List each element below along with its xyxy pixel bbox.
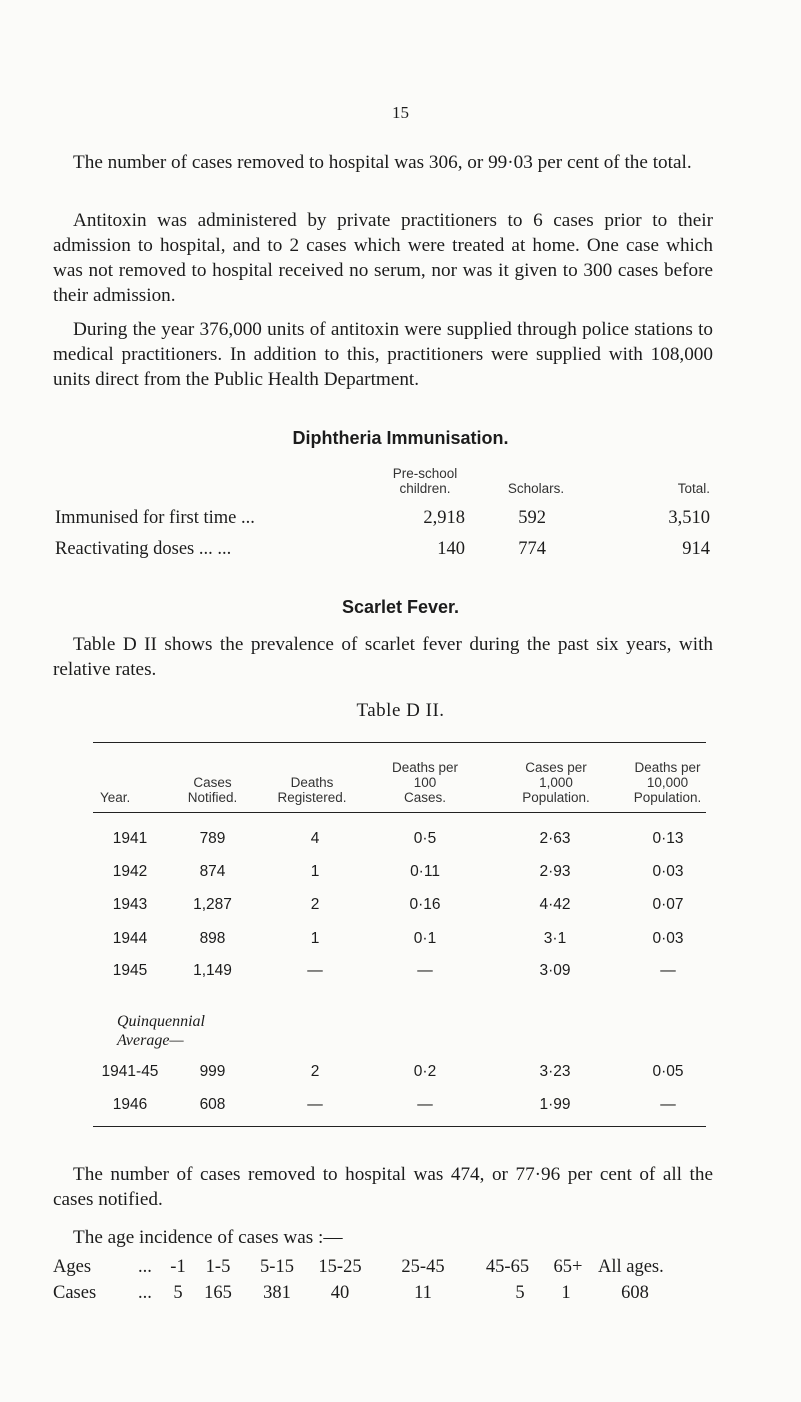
row-1941-dp100: 0·5	[413, 830, 437, 847]
ages-label: Ages	[53, 1257, 92, 1277]
reactivating-scholars-value: 774	[518, 539, 546, 559]
row-quin-dp100: 0·2	[413, 1063, 437, 1080]
paragraph-removed-1946: The number of cases removed to hospital was 474, or 77·96 per cent of all the cases notified.	[53, 1164, 713, 1210]
paragraph-hospital-removal: The number of cases removed to hospital was 306, or 99·03 per cent of the total.	[73, 152, 692, 173]
age-group-3: 5-15	[260, 1257, 294, 1277]
scarlet-fever-heading: Scarlet Fever.	[341, 597, 460, 617]
th-dp10000-line2: 10,000	[646, 775, 689, 790]
immunised-total-value: 3,510	[668, 508, 710, 528]
quinquennial-line2: Average—	[117, 1032, 184, 1049]
age-count-7: 1	[561, 1283, 571, 1303]
row-1943-cp1000: 4·42	[539, 896, 571, 913]
table-caption: Table D II.	[356, 700, 445, 721]
row-1942-cp1000: 2·93	[539, 863, 571, 880]
row-1941-cases: 789	[199, 830, 226, 847]
age-count-6: 5	[515, 1283, 525, 1303]
row-1943-dp100: 0·16	[409, 896, 441, 913]
age-count-5: 11	[414, 1283, 432, 1303]
row-1944-cp1000: 3·1	[543, 930, 567, 947]
row-1942-cases: 874	[199, 863, 226, 880]
row-quin-deaths: 2	[310, 1063, 320, 1080]
table-bottom-rule	[93, 1126, 706, 1127]
col-total-header: Total.	[677, 481, 710, 496]
th-dp10000-line1: Deaths per	[634, 760, 701, 775]
th-year: Year.	[100, 790, 131, 805]
cases-dots: ...	[138, 1283, 152, 1303]
th-cp1000-line1: Cases per	[525, 760, 587, 775]
age-group-1: -1	[170, 1257, 186, 1277]
row-1942-dp10000: 0·03	[652, 863, 684, 880]
age-group-7: 65+	[553, 1257, 583, 1277]
th-deaths-line1: Deaths	[290, 775, 334, 790]
row-1945-year: 1945	[112, 962, 148, 979]
reactivating-doses-label: Reactivating doses ... ...	[55, 539, 232, 559]
age-group-6: 45-65	[485, 1257, 530, 1277]
col-preschool-line1: Pre-school	[392, 466, 458, 481]
th-dp100-line1: Deaths per	[391, 760, 459, 775]
row-1943-deaths: 2	[310, 896, 320, 913]
row-1943-cases: 1,287	[193, 896, 232, 913]
row-quin-year: 1941-45	[101, 1063, 159, 1080]
th-cases-line2: Notified.	[187, 790, 238, 805]
page-number: 15	[392, 103, 409, 122]
th-dp10000-line3: Population.	[633, 790, 702, 805]
th-cases-per-1000	[496, 760, 616, 805]
th-cp1000-line2: 1,000	[539, 775, 573, 790]
immunised-preschool-value: 2,918	[423, 508, 465, 528]
reactivating-total-value: 914	[682, 539, 710, 559]
row-1945-cp1000: 3·09	[539, 962, 571, 979]
paragraph-antitoxin-supply: During the year 376,000 units of antitoxin were supplied through police stations to medical practitioners. In addition to this, practitioners were supplied with 108,000 units direct from the Public Health Department.	[53, 319, 713, 390]
immunisation-heading: Diphtheria Immunisation.	[292, 428, 509, 448]
row-1944-dp10000: 0·03	[652, 930, 684, 947]
row-1944-deaths: 1	[310, 930, 320, 947]
paragraph-age-incidence: The age incidence of cases was :—	[73, 1227, 343, 1248]
quinquennial-line1: Quinquennial	[117, 1013, 205, 1030]
row-quin-cases: 999	[199, 1063, 226, 1080]
paragraph-antitoxin-administration: Antitoxin was administered by private practitioners to 6 cases prior to their admission to hospital, and to 2 cases which were treated at home. One case which was not removed to hospital received no serum, nor was it given to 300 cases before their admission.	[53, 210, 713, 306]
row-1941-cp1000: 2·63	[539, 830, 571, 847]
row-1946-dp100: —	[417, 1096, 433, 1113]
th-deaths-per-10000	[615, 760, 720, 805]
row-1942-dp100: 0·11	[410, 863, 440, 880]
cases-label: Cases	[53, 1283, 97, 1303]
row-1945-dp10000: —	[660, 962, 676, 979]
row-1941-dp10000: 0·13	[652, 830, 684, 847]
row-1941-year: 1941	[112, 830, 148, 847]
row-1946-cp1000: 1·99	[539, 1096, 571, 1113]
row-1943-year: 1943	[112, 896, 148, 913]
row-1946-deaths: —	[307, 1096, 323, 1113]
row-1946-year: 1946	[112, 1096, 148, 1113]
row-1946-cases: 608	[199, 1096, 226, 1113]
th-deaths-per-100	[370, 760, 480, 805]
age-count-4: 40	[330, 1283, 350, 1303]
age-count-8: 608	[621, 1283, 649, 1303]
row-quin-cp1000: 3·23	[539, 1063, 571, 1080]
th-deaths-line2: Registered.	[277, 790, 347, 805]
age-group-8: All ages.	[598, 1257, 664, 1277]
table-header-rule	[93, 812, 706, 813]
row-1941-deaths: 4	[310, 830, 320, 847]
col-preschool-header	[365, 466, 485, 496]
th-cp1000-line3: Population.	[522, 790, 590, 805]
row-1946-dp10000: —	[660, 1096, 676, 1113]
age-group-2: 1-5	[205, 1257, 231, 1277]
row-1945-cases: 1,149	[193, 962, 232, 979]
row-1943-dp10000: 0·07	[652, 896, 684, 913]
row-1944-cases: 898	[199, 930, 226, 947]
age-count-1: 5	[173, 1283, 183, 1303]
row-1945-dp100: —	[417, 962, 433, 979]
paragraph-scarlet-intro: Table D II shows the prevalence of scarlet fever during the past six years, with relative rates.	[53, 634, 713, 680]
row-quin-dp10000: 0·05	[652, 1063, 684, 1080]
col-preschool-line2: children.	[399, 481, 451, 496]
age-count-3: 381	[263, 1283, 291, 1303]
reactivating-preschool-value: 140	[437, 539, 465, 559]
quinquennial-label	[117, 1012, 205, 1050]
th-cases-line1: Cases	[193, 775, 232, 790]
row-1942-year: 1942	[112, 863, 148, 880]
th-dp100-line2: 100	[413, 775, 437, 790]
th-dp100-line3: Cases.	[403, 790, 447, 805]
row-1944-dp100: 0·1	[413, 930, 437, 947]
th-cases-notified	[165, 775, 260, 805]
immunised-first-time-label: Immunised for first time ...	[55, 508, 255, 528]
row-1942-deaths: 1	[310, 863, 320, 880]
age-group-5: 25-45	[401, 1257, 445, 1277]
row-1944-year: 1944	[112, 930, 148, 947]
row-1945-deaths: —	[307, 962, 323, 979]
ages-dots: ...	[138, 1257, 152, 1277]
table-top-rule	[93, 742, 706, 743]
age-group-4: 15-25	[318, 1257, 362, 1277]
immunised-scholars-value: 592	[518, 508, 546, 528]
th-deaths-registered	[262, 775, 362, 805]
age-count-2: 165	[204, 1283, 232, 1303]
col-scholars-header: Scholars.	[507, 481, 565, 496]
